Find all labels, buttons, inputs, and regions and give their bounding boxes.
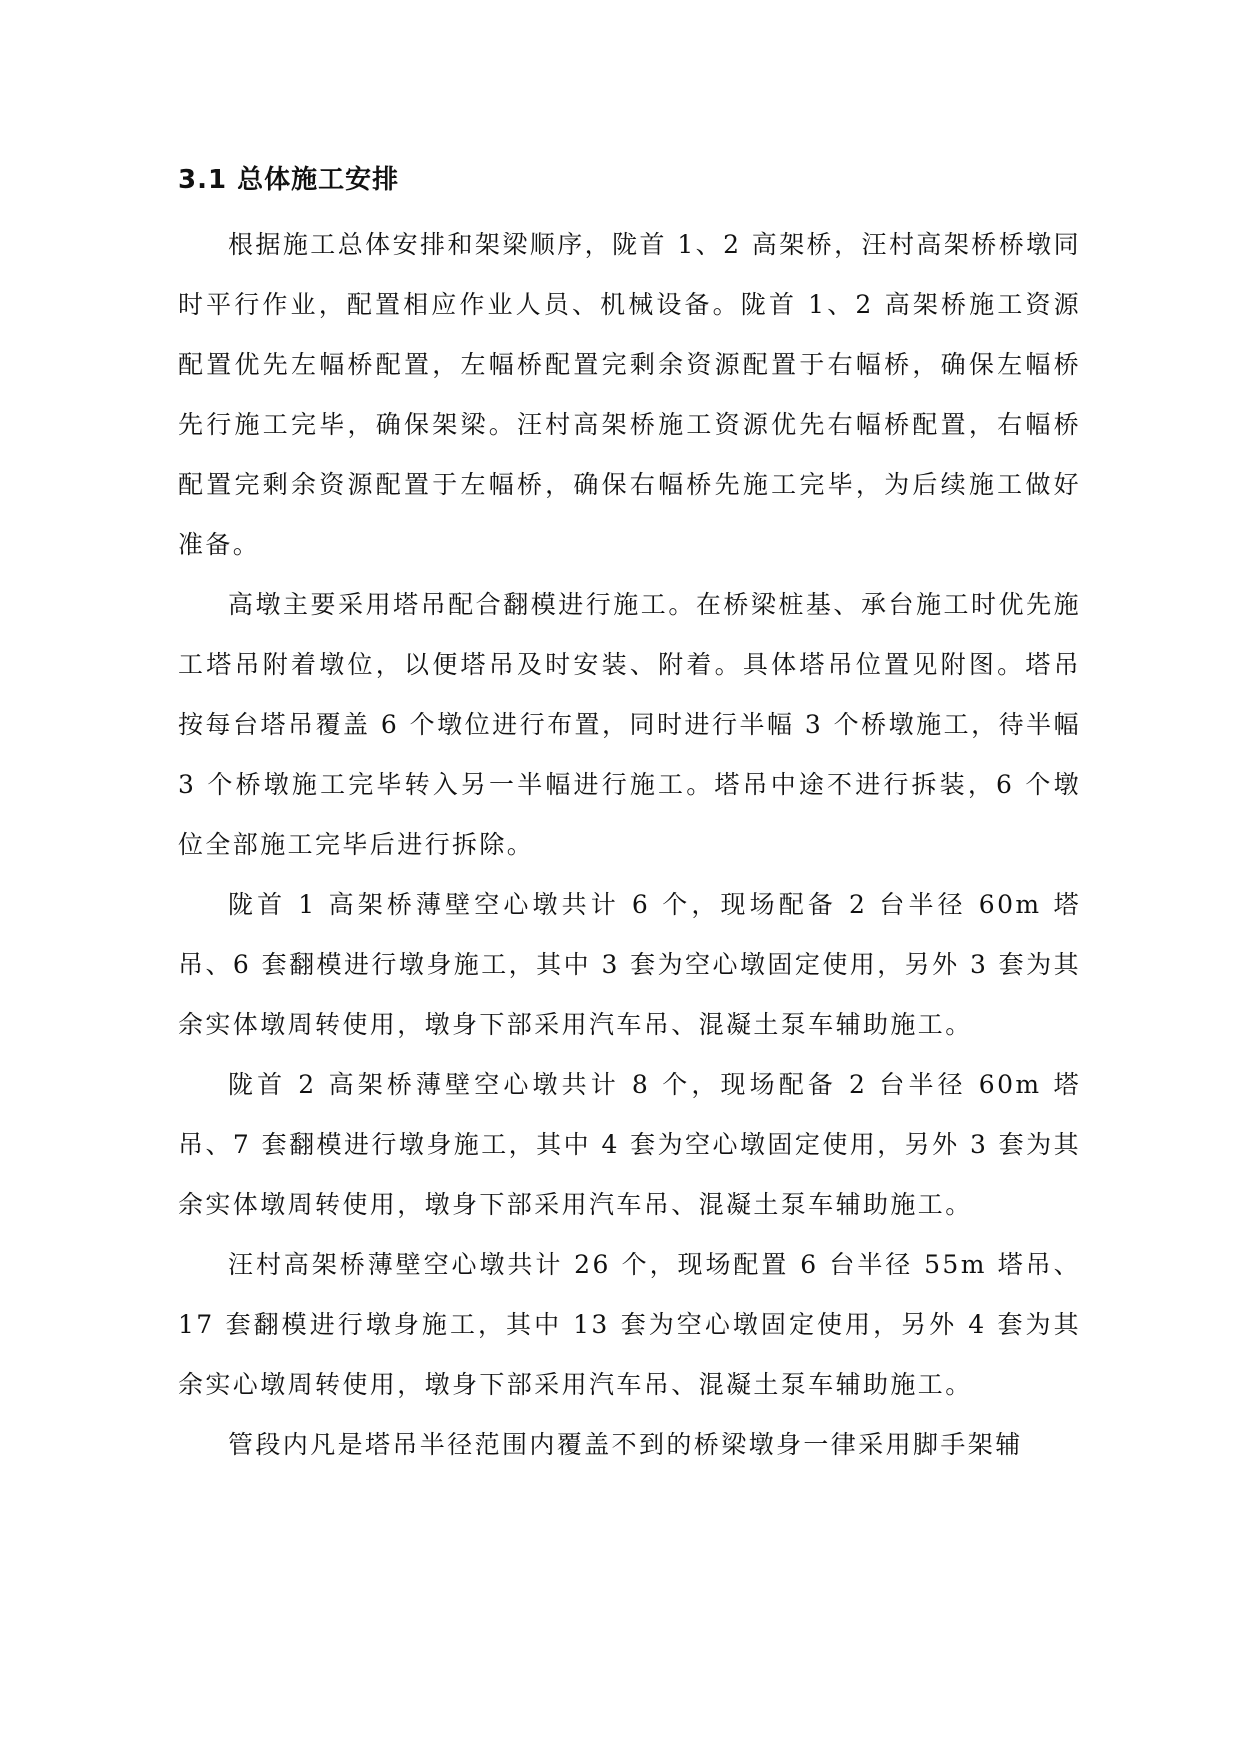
- paragraph-longshou-1-bridge: 陇首 1 高架桥薄壁空心墩共计 6 个，现场配备 2 台半径 60m 塔吊、6 套翻模进行墩身施工，其中 3 套为空心墩固定使用，另外 3 套为其余实体墩周转使用，墩身下部采用汽车吊、混凝土泵车辅助施工。: [178, 890, 1081, 1039]
- section-body: [178, 215, 1081, 1475]
- paragraph-wangcun-bridge: 汪村高架桥薄壁空心墩共计 26 个，现场配置 6 台半径 55m 塔吊、17 套翻模进行墩身施工，其中 13 套为空心墩固定使用，另外 4 套为其余实心墩周转使用，墩身下部采用汽车吊、混凝土泵车辅助施工。: [178, 1250, 1081, 1399]
- paragraph-overall-arrangement: 根据施工总体安排和架梁顺序，陇首 1、2 高架桥，汪村高架桥桥墩同时平行作业，配置相应作业人员、机械设备。陇首 1、2 高架桥施工资源配置优先左幅桥配置，左幅桥配置完剩余资源配置于右幅桥，确保左幅桥先行施工完毕，确保架梁。汪村高架桥施工资源优先右幅桥配置，右幅桥配置完剩余资源配置于左幅桥，确保右幅桥先施工完毕，为后续施工做好准备。: [178, 230, 1081, 559]
- paragraph-tower-crane-layout: 高墩主要采用塔吊配合翻模进行施工。在桥梁桩基、承台施工时优先施工塔吊附着墩位，以便塔吊及时安装、附着。具体塔吊位置见附图。塔吊按每台塔吊覆盖 6 个墩位进行布置，同时进行半幅 3 个桥墩施工，待半幅 3 个桥墩施工完毕转入另一半幅进行施工。塔吊中途不进行拆装，6 个墩位全部施工完毕后进行拆除。: [178, 590, 1081, 859]
- paragraph-longshou-2-bridge: 陇首 2 高架桥薄壁空心墩共计 8 个，现场配备 2 台半径 60m 塔吊、7 套翻模进行墩身施工，其中 4 套为空心墩固定使用，另外 3 套为其余实体墩周转使用，墩身下部采用汽车吊、混凝土泵车辅助施工。: [178, 1070, 1081, 1219]
- section-heading: 3.1 总体施工安排: [178, 165, 400, 195]
- paragraph-scaffold-note: 管段内凡是塔吊半径范围内覆盖不到的桥梁墩身一律采用脚手架辅: [228, 1430, 1023, 1459]
